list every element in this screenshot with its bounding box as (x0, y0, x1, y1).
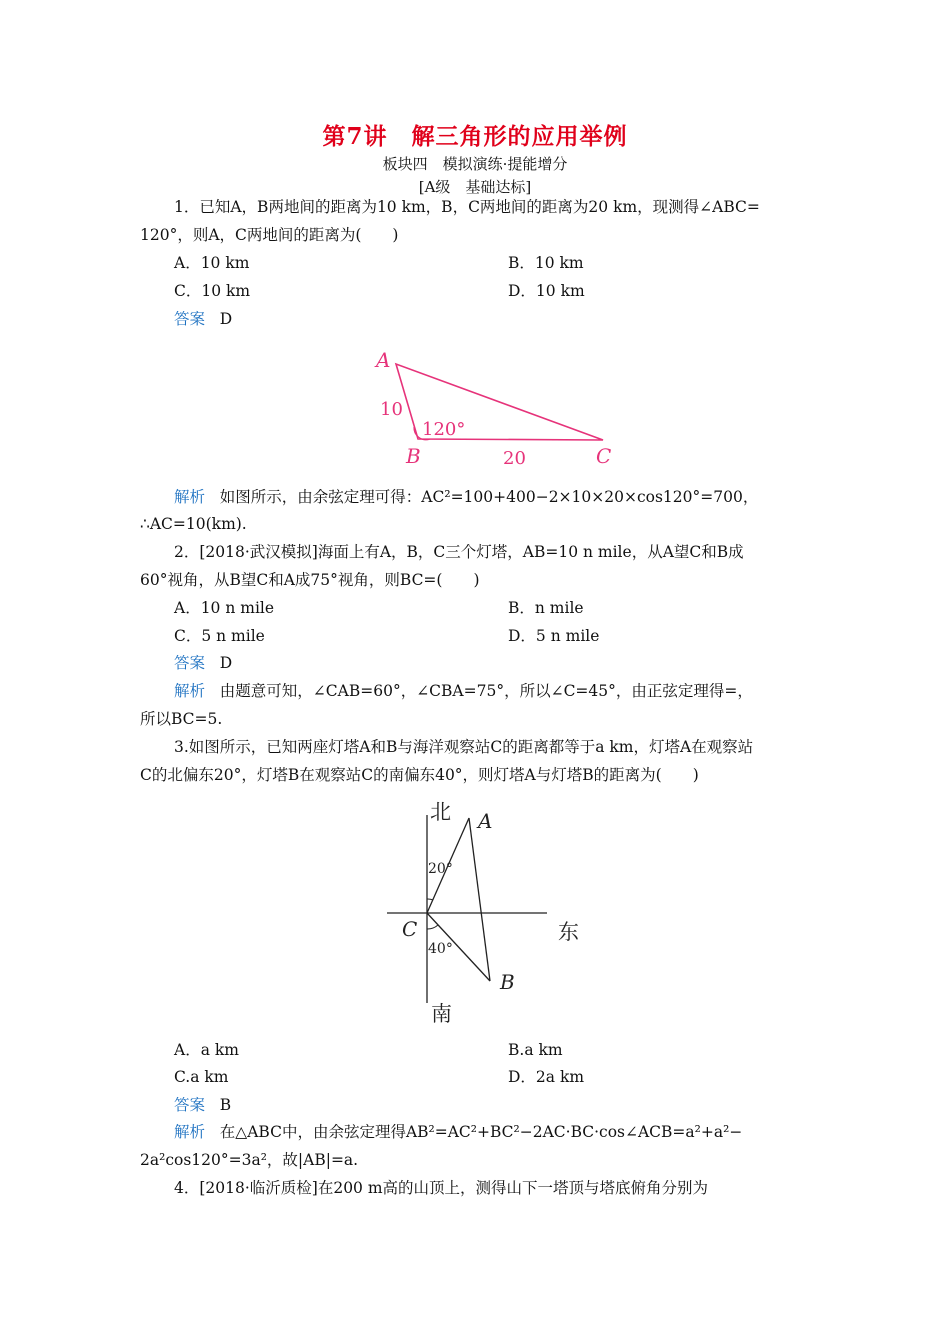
q1-option-a: A．10 km (174, 254, 250, 272)
q3-stem-line1: 3.如图所示，已知两座灯塔A和B与海洋观察站C的距离都等于a km，灯塔A在观察站 (174, 738, 754, 756)
triangle-figure (360, 335, 622, 473)
answer-label: 答案 (174, 310, 206, 328)
q3-analysis-line1 (174, 1122, 742, 1142)
q2-analysis-line2: 所以BC=5. (140, 710, 223, 728)
point-b-label: B (500, 970, 515, 994)
q3-option-a: A．a km (174, 1041, 239, 1059)
answer-label: 答案 (174, 654, 206, 672)
q1-option-c: C．10 km (174, 282, 251, 300)
angle-20-label: 20° (428, 861, 453, 877)
q2-analysis-line1 (174, 681, 753, 701)
q3-answer-row (174, 1095, 231, 1115)
q3-option-c: C.a km (174, 1068, 229, 1086)
q2-analysis-text: 由题意可知，∠CAB=60°，∠CBA=75°，所以∠C=45°，由正弦定理得=， (219, 682, 753, 700)
north-label: 北 (430, 800, 451, 824)
q2-answer-row (174, 653, 232, 673)
page-title: 第7讲 解三角形的应用举例 (322, 123, 628, 150)
side-bc-label: 20 (503, 448, 526, 469)
level-label: [A级 基础达标] (418, 178, 532, 196)
q2-option-a: A．10 n mile (174, 599, 275, 617)
q3-analysis-text: 在△ABC中，由余弦定理得AB²=AC²+BC²−2AC·BC·cos∠ACB=a²+a²− (219, 1123, 743, 1141)
angle-label: 120° (422, 419, 466, 440)
q3-option-b: B.a km (508, 1041, 563, 1059)
q2-option-c: C．5 n mile (174, 627, 265, 645)
q2-stem-line1: 2．[2018·武汉模拟]海面上有A，B，C三个灯塔，AB=10 n mile，从A望C和B成 (174, 543, 744, 561)
q2-option-d: D．5 n mile (508, 627, 600, 645)
q1-answer-row (174, 309, 232, 329)
q3-answer: B (219, 1096, 232, 1114)
q2-stem-line2: 60°视角，从B望C和A成75°视角，则BC=( ) (140, 571, 480, 589)
q3-stem-line2: C的北偏东20°，灯塔B在观察站C的南偏东40°，则灯塔A与灯塔B的距离为( ) (140, 766, 699, 784)
point-c-label: C (402, 917, 418, 941)
analysis-label: 解析 (174, 488, 206, 506)
answer-label: 答案 (174, 1096, 206, 1114)
q1-stem-line2: 120°，则A，C两地间的距离为( ) (140, 226, 399, 244)
side-ab-label: 10 (380, 399, 403, 420)
east-label: 东 (558, 920, 579, 944)
q1-option-b: B．10 km (508, 254, 584, 272)
angle-arc-south (427, 925, 438, 929)
q2-option-b: B．n mile (508, 599, 584, 617)
vertex-c-label: C (596, 444, 612, 468)
analysis-label: 解析 (174, 682, 206, 700)
q1-option-d: D．10 km (508, 282, 585, 300)
analysis-label: 解析 (174, 1123, 206, 1141)
q1-analysis-text: 如图所示，由余弦定理可得：AC²=100+400−2×10×20×cos120°=700， (219, 488, 759, 506)
q1-answer: D (219, 310, 233, 328)
line-ab (469, 818, 490, 981)
south-label: 南 (431, 1002, 452, 1026)
vertex-b-label: B (406, 444, 421, 468)
q2-answer: D (219, 654, 233, 672)
q4-stem-line1: 4．[2018·临沂质检]在200 m高的山顶上，测得山下一塔顶与塔底俯角分别为 (174, 1179, 709, 1197)
q1-stem-line1: 1．已知A，B两地间的距离为10 km，B，C两地间的距离为20 km，现测得∠ABC= (174, 198, 760, 216)
q3-option-d: D．2a km (508, 1068, 585, 1086)
compass-figure (382, 793, 600, 1033)
point-a-label: A (478, 809, 493, 833)
q1-analysis-line1 (174, 487, 758, 507)
q3-analysis-line2: 2a²cos120°=3a²，故|AB|=a. (140, 1151, 359, 1169)
section-subtitle: 板块四 模拟演练·提能增分 (382, 155, 568, 173)
q1-analysis-line2: ∴AC=10(km). (140, 515, 247, 533)
angle-arc-north (427, 899, 433, 900)
vertex-a-label: A (376, 348, 391, 372)
angle-40-label: 40° (428, 941, 453, 957)
